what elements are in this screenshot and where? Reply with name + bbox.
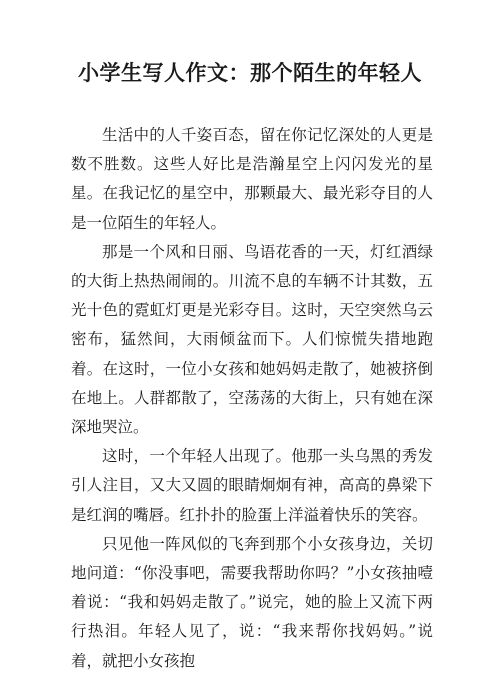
- paragraph: 生活中的人千姿百态，留在你记忆深处的人更是数不胜数。这些人好比是浩瀚星空上闪闪发光的星星。在我记忆的星空中，那颗最大、最光彩夺目的人是一位陌生的年轻人。: [71, 126, 433, 232]
- paragraph: 只见他一阵风似的飞奔到那个小女孩身边，关切地问道：“你没事吧，需要我帮助你吗？”小女孩抽噎着说：“我和妈妈走散了。”说完，她的脸上又流下两行热泪。年轻人见了，说：“我来帮你找妈妈。”说着，就把小女孩抱: [71, 534, 433, 670]
- document-title: 小学生写人作文：那个陌生的年轻人: [78, 60, 422, 85]
- paragraph: 这时，一个年轻人出现了。他那一头乌黑的秀发引人注目，又大又圆的眼睛炯炯有神，高高的鼻梁下是红润的嘴唇。红扑扑的脸蛋上洋溢着快乐的笑容。: [71, 447, 433, 524]
- paragraph: 那是一个风和日丽、鸟语花香的一天，灯红酒绿的大街上热热闹闹的。川流不息的车辆不计其数，五光十色的霓虹灯更是光彩夺目。这时，天空突然乌云密布，猛然间，大雨倾盆而下。人们惊慌失措地跑着。在这时，一位小女孩和她妈妈走散了，她被挤倒在地上。人群都散了，空荡荡的大街上，只有她在深深地哭泣。: [71, 242, 433, 437]
- document-body: [71, 121, 433, 676]
